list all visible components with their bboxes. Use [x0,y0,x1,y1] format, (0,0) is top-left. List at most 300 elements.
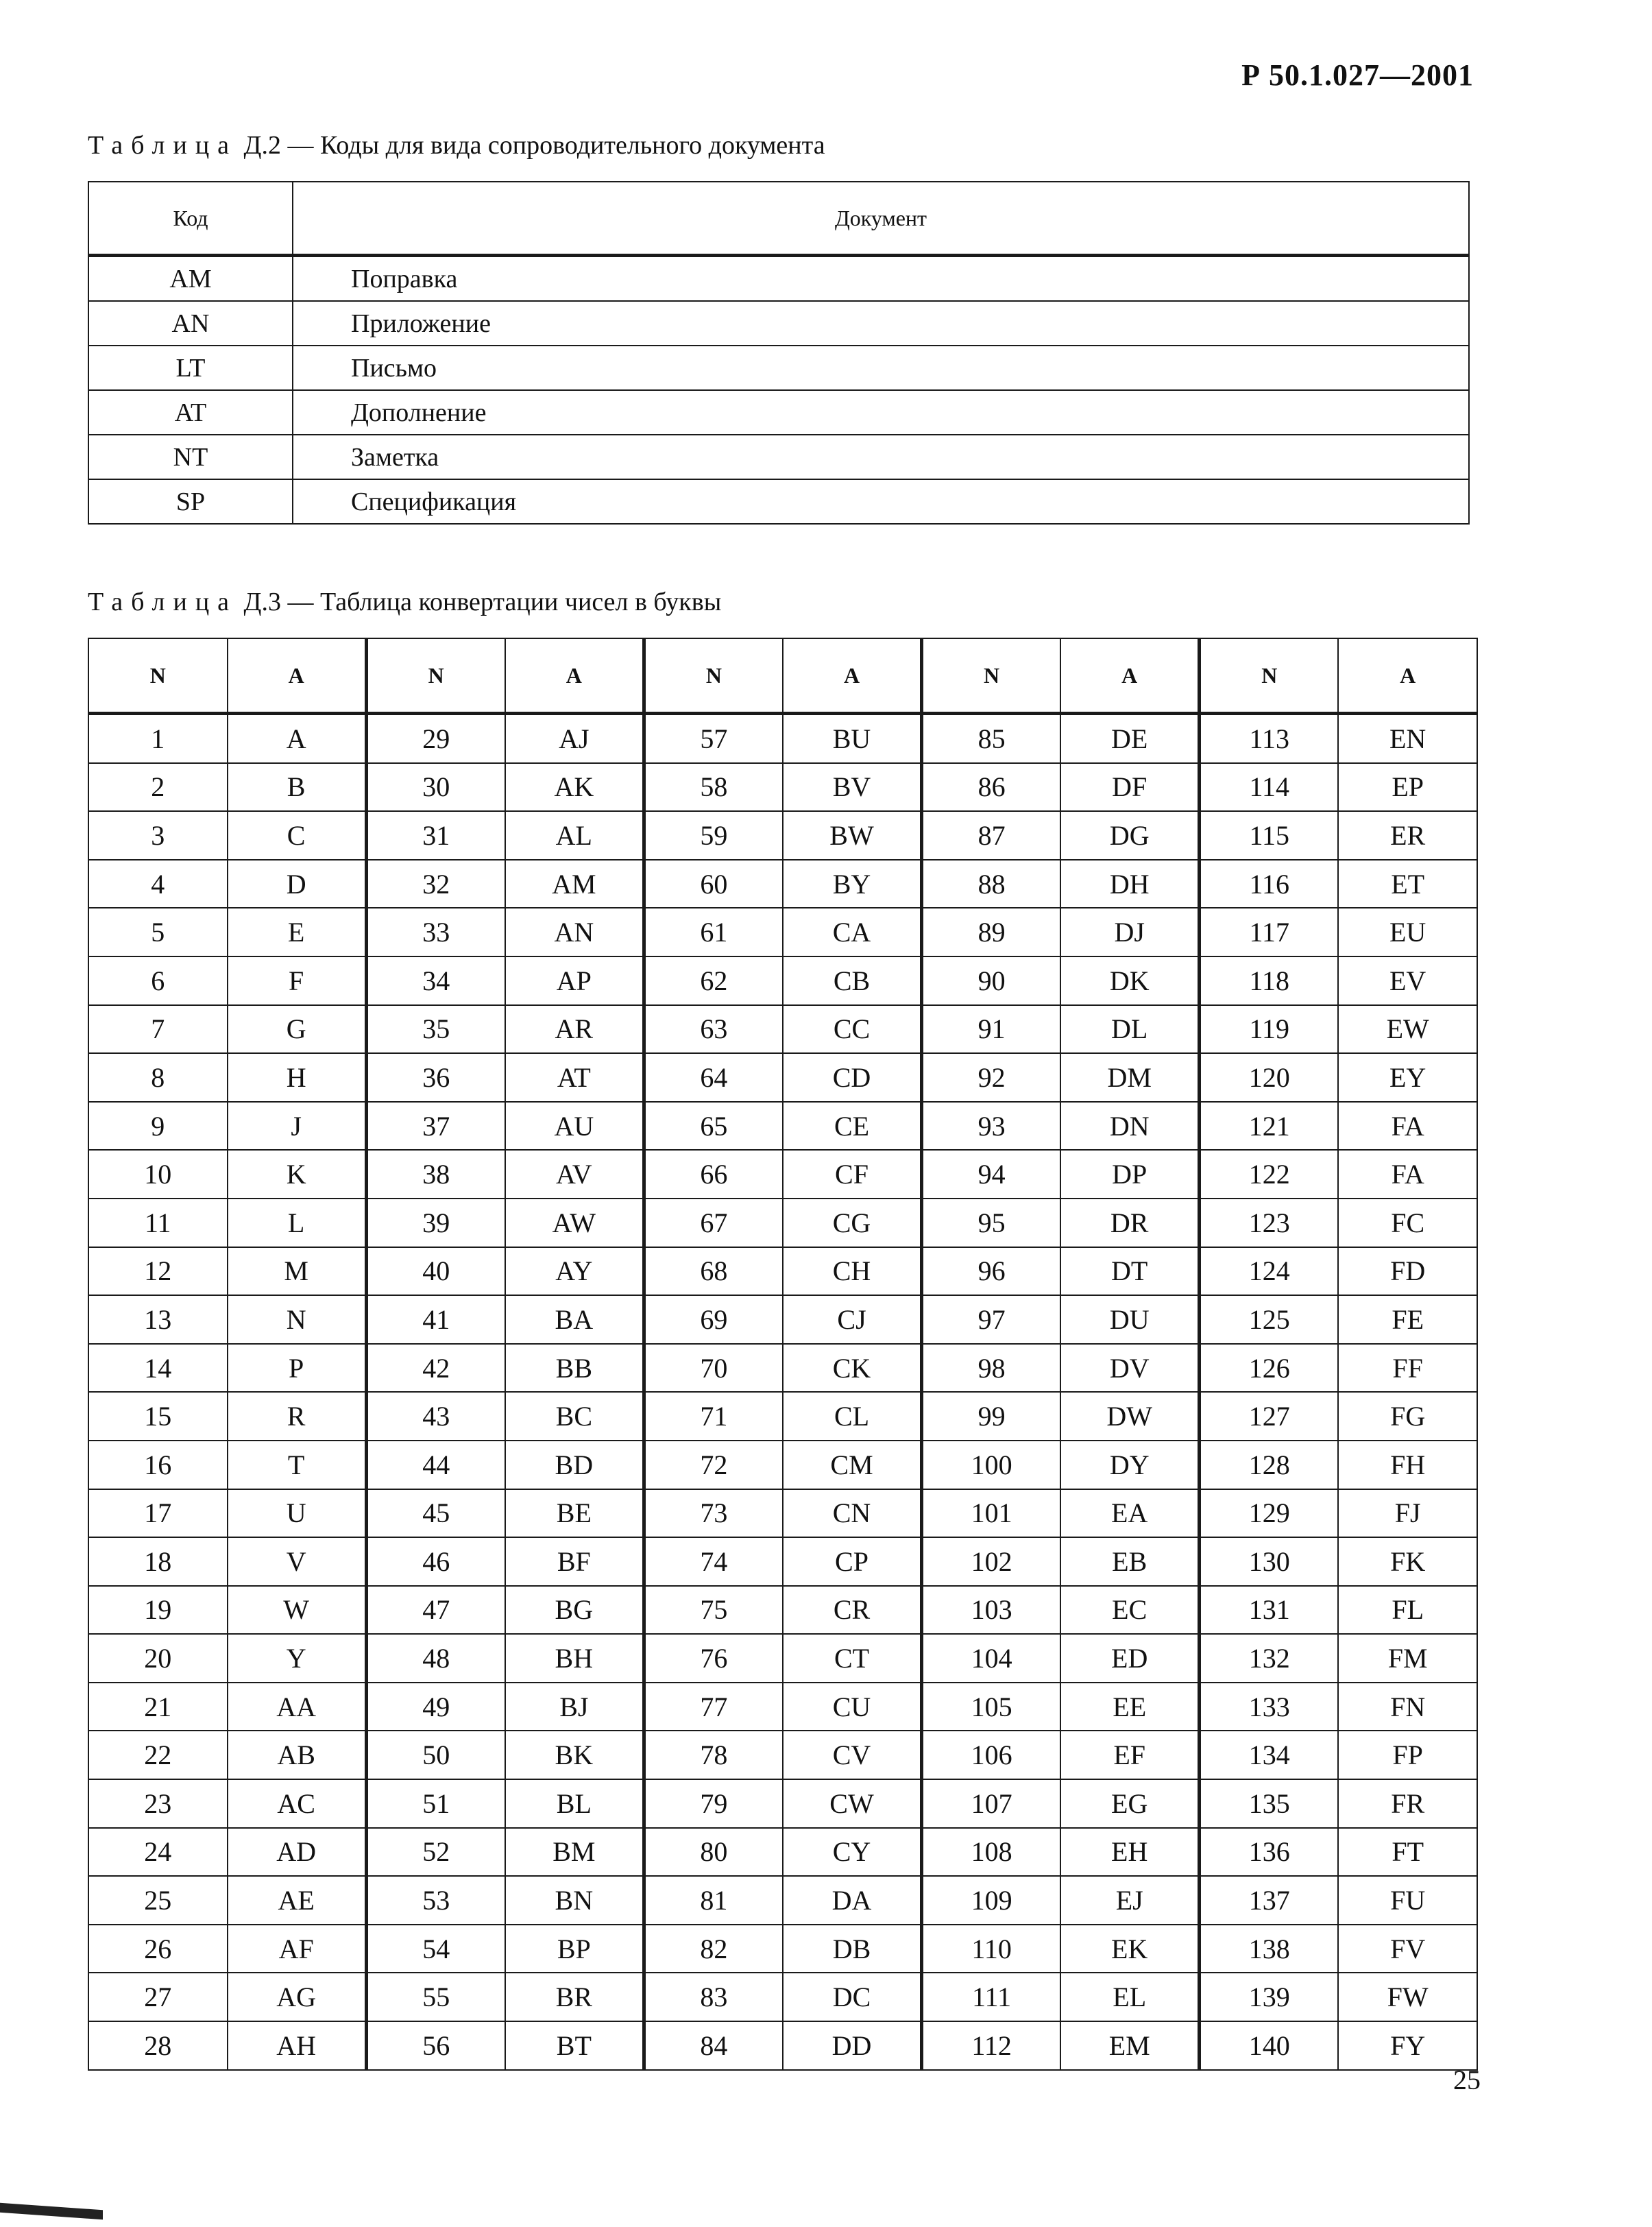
table-row [88,1295,1477,1344]
number-cell: 55 [366,1973,505,2021]
number-cell: 7 [88,1005,228,1054]
table-d2 [88,181,1470,525]
table-d2-document-cell: Спецификация [293,479,1469,524]
letter-cell: FD [1338,1247,1477,1296]
number-cell: 85 [922,714,1061,763]
letter-cell: BK [505,1731,644,1779]
letter-cell: G [228,1005,367,1054]
table-row [88,2021,1477,2070]
number-cell: 103 [922,1586,1061,1635]
table-d2-caption-word: Таблица [88,131,238,160]
letter-cell: ED [1060,1634,1200,1683]
number-cell: 87 [922,811,1061,860]
number-cell: 138 [1200,1925,1339,1973]
letter-cell: FA [1338,1102,1477,1151]
number-cell: 18 [88,1537,228,1586]
letter-cell: CV [783,1731,922,1779]
number-cell: 28 [88,2021,228,2070]
number-cell: 104 [922,1634,1061,1683]
table-d3-header-n: N [366,638,505,714]
table-row [88,301,1469,346]
number-cell: 56 [366,2021,505,2070]
number-cell: 84 [644,2021,783,2070]
letter-cell: CU [783,1683,922,1731]
number-cell: 94 [922,1150,1061,1199]
number-cell: 83 [644,1973,783,2021]
number-cell: 115 [1200,811,1339,860]
table-row [88,1344,1477,1393]
letter-cell: DA [783,1876,922,1925]
letter-cell: EG [1060,1779,1200,1828]
letter-cell: CR [783,1586,922,1635]
number-cell: 126 [1200,1344,1339,1393]
number-cell: 16 [88,1441,228,1489]
number-cell: 65 [644,1102,783,1151]
number-cell: 67 [644,1199,783,1247]
number-cell: 99 [922,1392,1061,1441]
letter-cell: AV [505,1150,644,1199]
table-row [88,908,1477,956]
number-cell: 1 [88,714,228,763]
letter-cell: FG [1338,1392,1477,1441]
letter-cell: AD [228,1828,367,1877]
number-cell: 59 [644,811,783,860]
number-cell: 100 [922,1441,1061,1489]
table-d2-code-cell: AM [88,256,293,302]
letter-cell: CK [783,1344,922,1393]
number-cell: 81 [644,1876,783,1925]
letter-cell: CL [783,1392,922,1441]
letter-cell: AG [228,1973,367,2021]
letter-cell: DY [1060,1441,1200,1489]
table-d3-header-n: N [88,638,228,714]
letter-cell: CE [783,1102,922,1151]
letter-cell: BJ [505,1683,644,1731]
letter-cell: AT [505,1053,644,1102]
number-cell: 8 [88,1053,228,1102]
table-row [88,1005,1477,1054]
letter-cell: J [228,1102,367,1151]
number-cell: 49 [366,1683,505,1731]
number-cell: 36 [366,1053,505,1102]
number-cell: 73 [644,1489,783,1538]
number-cell: 137 [1200,1876,1339,1925]
letter-cell: DG [1060,811,1200,860]
table-row [88,346,1469,390]
number-cell: 76 [644,1634,783,1683]
table-d3-caption-text: Д.3 — Таблица конвертации чисел в буквы [243,588,722,616]
letter-cell: T [228,1441,367,1489]
letter-cell: EA [1060,1489,1200,1538]
letter-cell: BR [505,1973,644,2021]
letter-cell: BN [505,1876,644,1925]
number-cell: 140 [1200,2021,1339,2070]
number-cell: 11 [88,1199,228,1247]
number-cell: 10 [88,1150,228,1199]
letter-cell: CT [783,1634,922,1683]
letter-cell: CH [783,1247,922,1296]
number-cell: 114 [1200,763,1339,812]
number-cell: 34 [366,956,505,1005]
letter-cell: AW [505,1199,644,1247]
letter-cell: EY [1338,1053,1477,1102]
number-cell: 122 [1200,1150,1339,1199]
number-cell: 136 [1200,1828,1339,1877]
number-cell: 2 [88,763,228,812]
table-d2-document-cell: Дополнение [293,390,1469,435]
number-cell: 70 [644,1344,783,1393]
number-cell: 24 [88,1828,228,1877]
table-d2-document-cell: Приложение [293,301,1469,346]
letter-cell: AM [505,860,644,908]
number-cell: 119 [1200,1005,1339,1054]
letter-cell: DU [1060,1295,1200,1344]
table-d2-code-cell: NT [88,435,293,479]
number-cell: 51 [366,1779,505,1828]
number-cell: 129 [1200,1489,1339,1538]
number-cell: 92 [922,1053,1061,1102]
number-cell: 32 [366,860,505,908]
number-cell: 130 [1200,1537,1339,1586]
letter-cell: BU [783,714,922,763]
letter-cell: B [228,763,367,812]
number-cell: 121 [1200,1102,1339,1151]
letter-cell: CB [783,956,922,1005]
letter-cell: CP [783,1537,922,1586]
table-row [88,1053,1477,1102]
letter-cell: AJ [505,714,644,763]
letter-cell: FN [1338,1683,1477,1731]
letter-cell: R [228,1392,367,1441]
number-cell: 26 [88,1925,228,1973]
number-cell: 38 [366,1150,505,1199]
table-row [88,1441,1477,1489]
letter-cell: M [228,1247,367,1296]
table-d3-header-a: A [783,638,922,714]
letter-cell: FJ [1338,1489,1477,1538]
number-cell: 134 [1200,1731,1339,1779]
number-cell: 77 [644,1683,783,1731]
letter-cell: DP [1060,1150,1200,1199]
letter-cell: AE [228,1876,367,1925]
letter-cell: AC [228,1779,367,1828]
letter-cell: D [228,860,367,908]
letter-cell: FY [1338,2021,1477,2070]
document-code: Р 50.1.027—2001 [1241,58,1474,92]
number-cell: 6 [88,956,228,1005]
letter-cell: FP [1338,1731,1477,1779]
number-cell: 44 [366,1441,505,1489]
letter-cell: E [228,908,367,956]
letter-cell: FW [1338,1973,1477,2021]
table-row [88,479,1469,524]
number-cell: 102 [922,1537,1061,1586]
number-cell: 47 [366,1586,505,1635]
number-cell: 82 [644,1925,783,1973]
letter-cell: N [228,1295,367,1344]
letter-cell: FH [1338,1441,1477,1489]
letter-cell: BD [505,1441,644,1489]
number-cell: 110 [922,1925,1061,1973]
letter-cell: AN [505,908,644,956]
letter-cell: EH [1060,1828,1200,1877]
letter-cell: BC [505,1392,644,1441]
letter-cell: ER [1338,811,1477,860]
number-cell: 61 [644,908,783,956]
table-d2-header-code: Код [88,182,293,256]
table-row [88,1876,1477,1925]
table-row [88,1537,1477,1586]
letter-cell: FM [1338,1634,1477,1683]
letter-cell: CA [783,908,922,956]
table-d3 [88,638,1478,2071]
table-row [88,1102,1477,1151]
table-d3-header-n: N [644,638,783,714]
letter-cell: EF [1060,1731,1200,1779]
letter-cell: EW [1338,1005,1477,1054]
number-cell: 96 [922,1247,1061,1296]
table-row [88,1392,1477,1441]
table-d2-document-cell: Поправка [293,256,1469,302]
number-cell: 35 [366,1005,505,1054]
table-d2-document-cell: Заметка [293,435,1469,479]
table-d2-caption [88,130,825,160]
number-cell: 43 [366,1392,505,1441]
table-row [88,390,1469,435]
letter-cell: AB [228,1731,367,1779]
letter-cell: U [228,1489,367,1538]
letter-cell: C [228,811,367,860]
letter-cell: CM [783,1441,922,1489]
table-d2-code-cell: LT [88,346,293,390]
letter-cell: EU [1338,908,1477,956]
scan-edge-mark [0,2203,103,2219]
number-cell: 72 [644,1441,783,1489]
number-cell: 124 [1200,1247,1339,1296]
letter-cell: EP [1338,763,1477,812]
letter-cell: BT [505,2021,644,2070]
number-cell: 109 [922,1876,1061,1925]
table-d2-caption-text: Д.2 — Коды для вида сопроводительного документа [243,131,825,160]
letter-cell: AP [505,956,644,1005]
letter-cell: BM [505,1828,644,1877]
letter-cell: CW [783,1779,922,1828]
table-d2-header-document: Документ [293,182,1469,256]
letter-cell: CY [783,1828,922,1877]
letter-cell: EB [1060,1537,1200,1586]
number-cell: 42 [366,1344,505,1393]
table-d2-header-row [88,182,1469,256]
letter-cell: BV [783,763,922,812]
table-row [88,1828,1477,1877]
number-cell: 112 [922,2021,1061,2070]
letter-cell: CJ [783,1295,922,1344]
number-cell: 111 [922,1973,1061,2021]
number-cell: 128 [1200,1441,1339,1489]
number-cell: 14 [88,1344,228,1393]
number-cell: 135 [1200,1779,1339,1828]
number-cell: 113 [1200,714,1339,763]
table-d3-header-n: N [1200,638,1339,714]
letter-cell: DK [1060,956,1200,1005]
letter-cell: FA [1338,1150,1477,1199]
number-cell: 21 [88,1683,228,1731]
letter-cell: CF [783,1150,922,1199]
table-d3-header-a: A [1338,638,1477,714]
number-cell: 133 [1200,1683,1339,1731]
letter-cell: CN [783,1489,922,1538]
table-d3-header-a: A [1060,638,1200,714]
table-d3-header-a: A [228,638,367,714]
number-cell: 108 [922,1828,1061,1877]
number-cell: 13 [88,1295,228,1344]
number-cell: 91 [922,1005,1061,1054]
number-cell: 20 [88,1634,228,1683]
table-row [88,763,1477,812]
table-d3-caption-word: Таблица [88,588,238,616]
table-row [88,860,1477,908]
number-cell: 123 [1200,1199,1339,1247]
table-d3-header-a: A [505,638,644,714]
number-cell: 25 [88,1876,228,1925]
number-cell: 125 [1200,1295,1339,1344]
number-cell: 48 [366,1634,505,1683]
number-cell: 69 [644,1295,783,1344]
number-cell: 27 [88,1973,228,2021]
letter-cell: EK [1060,1925,1200,1973]
letter-cell: DV [1060,1344,1200,1393]
letter-cell: DE [1060,714,1200,763]
table-row [88,714,1477,763]
table-row [88,1199,1477,1247]
number-cell: 89 [922,908,1061,956]
letter-cell: EE [1060,1683,1200,1731]
number-cell: 68 [644,1247,783,1296]
letter-cell: EV [1338,956,1477,1005]
table-row [88,956,1477,1005]
number-cell: 118 [1200,956,1339,1005]
letter-cell: AY [505,1247,644,1296]
table-row [88,811,1477,860]
letter-cell: DJ [1060,908,1200,956]
number-cell: 9 [88,1102,228,1151]
number-cell: 33 [366,908,505,956]
number-cell: 66 [644,1150,783,1199]
table-row [88,435,1469,479]
number-cell: 52 [366,1828,505,1877]
table-d3-body [88,714,1477,2070]
letter-cell: FV [1338,1925,1477,1973]
number-cell: 39 [366,1199,505,1247]
number-cell: 5 [88,908,228,956]
number-cell: 90 [922,956,1061,1005]
number-cell: 60 [644,860,783,908]
table-d2-code-cell: SP [88,479,293,524]
letter-cell: BF [505,1537,644,1586]
letter-cell: FE [1338,1295,1477,1344]
number-cell: 19 [88,1586,228,1635]
number-cell: 107 [922,1779,1061,1828]
letter-cell: AA [228,1683,367,1731]
number-cell: 12 [88,1247,228,1296]
letter-cell: AH [228,2021,367,2070]
letter-cell: EL [1060,1973,1200,2021]
table-row [88,1683,1477,1731]
number-cell: 50 [366,1731,505,1779]
number-cell: 97 [922,1295,1061,1344]
letter-cell: EC [1060,1586,1200,1635]
letter-cell: V [228,1537,367,1586]
letter-cell: H [228,1053,367,1102]
number-cell: 106 [922,1731,1061,1779]
letter-cell: BP [505,1925,644,1973]
number-cell: 17 [88,1489,228,1538]
number-cell: 95 [922,1199,1061,1247]
number-cell: 131 [1200,1586,1339,1635]
table-d2-document-cell: Письмо [293,346,1469,390]
letter-cell: K [228,1150,367,1199]
letter-cell: BA [505,1295,644,1344]
table-row [88,1247,1477,1296]
number-cell: 40 [366,1247,505,1296]
number-cell: 57 [644,714,783,763]
letter-cell: BH [505,1634,644,1683]
number-cell: 127 [1200,1392,1339,1441]
number-cell: 22 [88,1731,228,1779]
number-cell: 63 [644,1005,783,1054]
letter-cell: DB [783,1925,922,1973]
number-cell: 74 [644,1537,783,1586]
number-cell: 139 [1200,1973,1339,2021]
letter-cell: DD [783,2021,922,2070]
number-cell: 37 [366,1102,505,1151]
letter-cell: BL [505,1779,644,1828]
letter-cell: BE [505,1489,644,1538]
table-d2-code-cell: AN [88,301,293,346]
letter-cell: ET [1338,860,1477,908]
letter-cell: AL [505,811,644,860]
number-cell: 75 [644,1586,783,1635]
number-cell: 86 [922,763,1061,812]
number-cell: 98 [922,1344,1061,1393]
letter-cell: P [228,1344,367,1393]
number-cell: 116 [1200,860,1339,908]
letter-cell: FF [1338,1344,1477,1393]
letter-cell: DC [783,1973,922,2021]
table-row [88,1973,1477,2021]
number-cell: 53 [366,1876,505,1925]
table-d3-header-row [88,638,1477,714]
number-cell: 71 [644,1392,783,1441]
number-cell: 3 [88,811,228,860]
table-row [88,1731,1477,1779]
number-cell: 30 [366,763,505,812]
letter-cell: DT [1060,1247,1200,1296]
table-row [88,1925,1477,1973]
letter-cell: EJ [1060,1876,1200,1925]
table-row [88,1586,1477,1635]
letter-cell: CG [783,1199,922,1247]
number-cell: 117 [1200,908,1339,956]
letter-cell: Y [228,1634,367,1683]
number-cell: 23 [88,1779,228,1828]
number-cell: 46 [366,1537,505,1586]
letter-cell: AR [505,1005,644,1054]
letter-cell: A [228,714,367,763]
letter-cell: DN [1060,1102,1200,1151]
letter-cell: W [228,1586,367,1635]
letter-cell: DW [1060,1392,1200,1441]
